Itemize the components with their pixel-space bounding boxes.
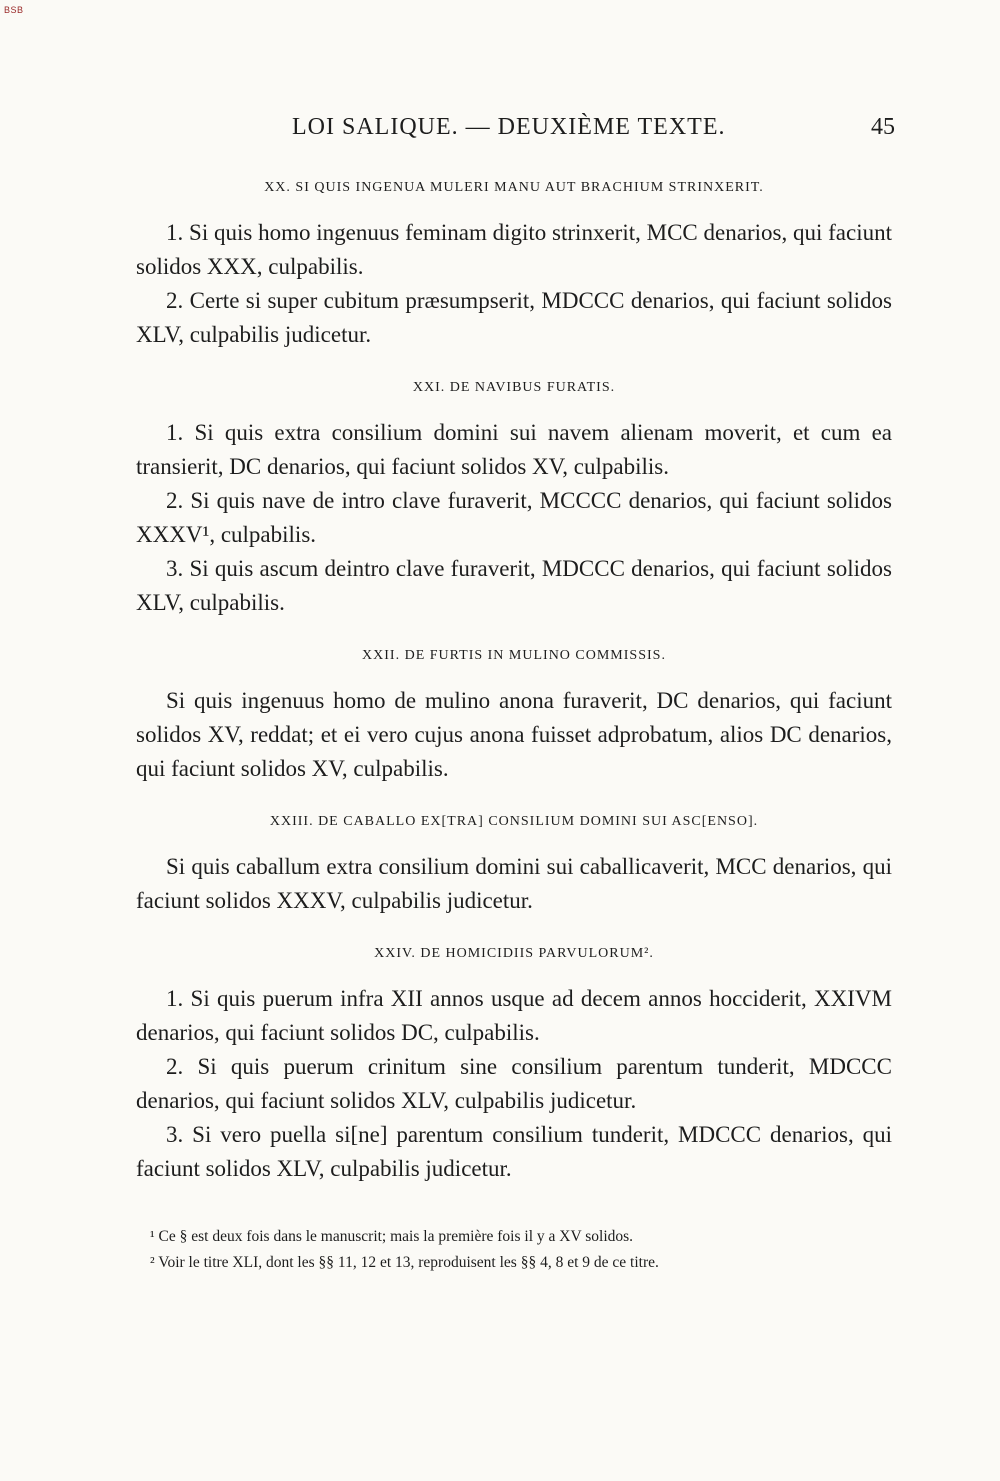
page-body — [136, 178, 892, 1186]
paragraph: 1. Si quis homo ingenuus feminam digito strinxerit, MCC denarios, qui faciunt solidos XXX, culpabilis. — [136, 220, 892, 279]
paragraph: Si quis ingenuus homo de mulino anona furaverit, DC denarios, qui faciunt solidos XV, reddat; et ei vero cujus anona fuisset adprobatum, alios DC denarios, qui faciunt solidos XV, culpabilis. — [136, 688, 892, 781]
paragraph: Si quis caballum extra consilium domini sui caballicaverit, MCC denarios, qui faciunt solidos XXXV, culpabilis judicetur. — [136, 854, 892, 913]
paragraph: 2. Si quis nave de intro clave furaverit, MCCCC denarios, qui faciunt solidos XXXV¹, culpabilis. — [136, 488, 892, 547]
page-number: 45 — [871, 114, 895, 140]
section-title: XXI. DE NAVIBUS FURATIS. — [412, 380, 616, 395]
footnotes — [136, 1224, 888, 1276]
library-stamp: BSB — [4, 5, 24, 15]
paragraph: 3. Si vero puella si[ne] parentum consilium tunderit, MDCCC denarios, qui faciunt solidos XLV, culpabilis judicetur. — [136, 1122, 892, 1181]
section-title: XX. SI QUIS INGENUA MULERI MANU AUT BRACHIUM STRINXERIT. — [264, 180, 764, 195]
section-title: XXIV. DE HOMICIDIIS PARVULORUM². — [374, 946, 654, 961]
running-title: LOI SALIQUE. — DEUXIÈME TEXTE. — [292, 114, 726, 140]
footnote: ¹ Ce § est deux fois dans le manuscrit; mais la première fois il y a XV solidos. — [150, 1228, 634, 1245]
paragraph: 2. Certe si super cubitum præsumpserit, MDCCC denarios, qui faciunt solidos XLV, culpabilis judicetur. — [136, 288, 892, 347]
section-title: XXII. DE FURTIS IN MULINO COMMISSIS. — [362, 648, 666, 663]
footnote: ² Voir le titre XLI, dont les §§ 11, 12 et 13, reproduisent les §§ 4, 8 et 9 de ce titre. — [150, 1254, 659, 1271]
paragraph: 3. Si quis ascum deintro clave furaverit, MDCCC denarios, qui faciunt solidos XLV, culpabilis. — [136, 556, 892, 615]
paragraph: 1. Si quis extra consilium domini sui navem alienam moverit, et cum ea transierit, DC denarios, qui faciunt solidos XV, culpabilis. — [136, 420, 892, 479]
section-title: XXIII. DE CABALLO EX[TRA] CONSILIUM DOMINI SUI ASC[ENSO]. — [269, 814, 759, 829]
paragraph: 2. Si quis puerum crinitum sine consilium parentum tunderit, MDCCC denarios, qui faciunt solidos XLV, culpabilis judicetur. — [136, 1054, 892, 1113]
running-header — [0, 114, 1000, 150]
paragraph: 1. Si quis puerum infra XII annos usque ad decem annos hocciderit, XXIVM denarios, qui faciunt solidos DC, culpabilis. — [136, 986, 892, 1045]
